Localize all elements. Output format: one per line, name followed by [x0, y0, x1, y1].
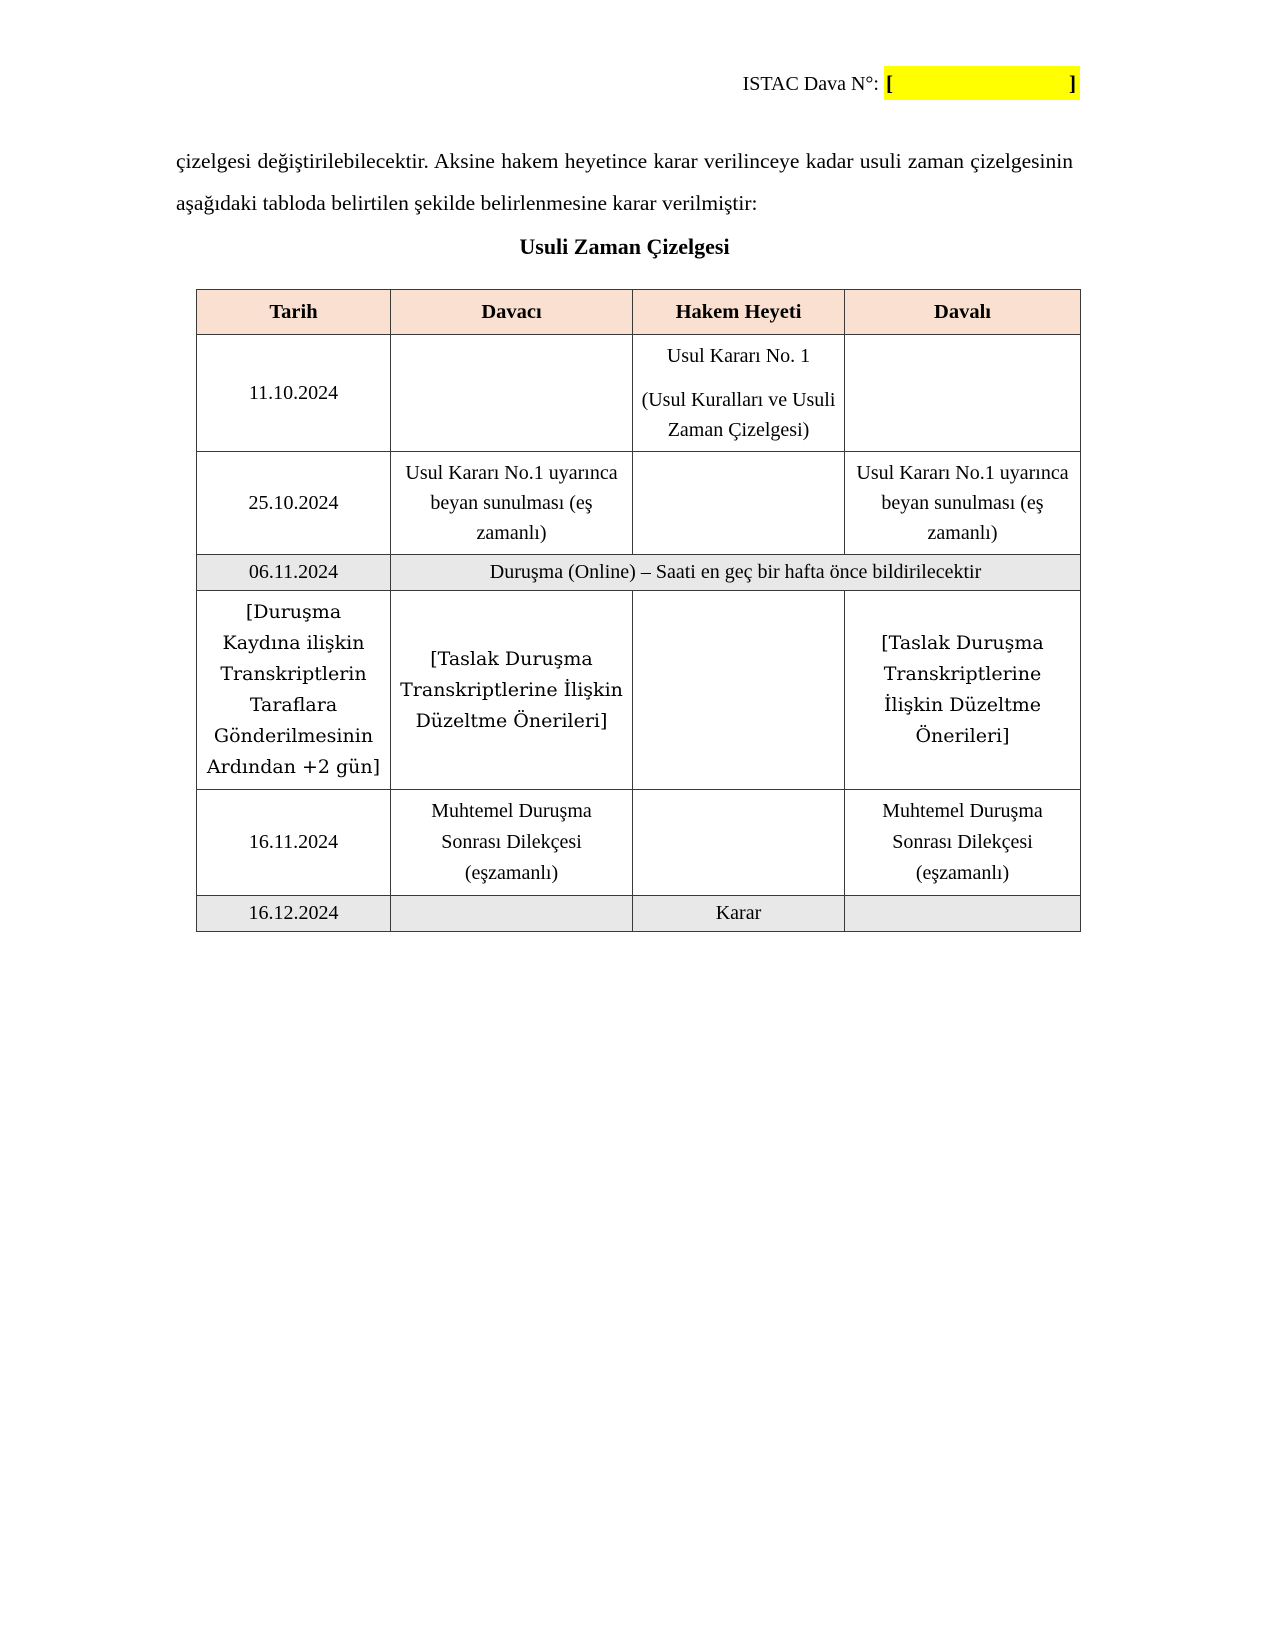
- cell-respondent: [Taslak Duruşma Transkriptlerine İlişkin Düzeltme Önerileri]: [845, 591, 1081, 790]
- cell-date: 25.10.2024: [197, 452, 391, 555]
- table-row: [197, 555, 1081, 591]
- cell-tribunal: [633, 452, 845, 555]
- cell-tribunal: [633, 335, 845, 452]
- cell-tribunal: [633, 591, 845, 790]
- tribunal-decision-title: Usul Kararı No. 1: [666, 345, 811, 367]
- cell-date: 11.10.2024: [197, 335, 391, 452]
- cell-date: [Duruşma Kaydına ilişkin Transkriptlerin Taraflara Gönderilmesinin Ardından +2 gün]: [197, 591, 391, 790]
- column-header-date: Tarih: [197, 290, 391, 335]
- bracket-close: ]: [1069, 71, 1076, 95]
- body-paragraph: çizelgesi değiştirilebilecektir. Aksine hakem heyetince karar verilinceye kadar usuli zaman çizelgesinin aşağıdaki tabloda belirtilen şekilde belirlenmesine karar verilmiştir:: [176, 149, 1073, 215]
- tribunal-decision-subtitle: (Usul Kuralları ve Usuli Zaman Çizelgesi): [641, 389, 836, 441]
- cell-date: 06.11.2024: [197, 555, 391, 591]
- cell-respondent: [845, 335, 1081, 452]
- table-row: [197, 591, 1081, 790]
- document-header: [176, 66, 1080, 100]
- cell-respondent: Muhtemel Duruşma Sonrası Dilekçesi (eşzamanlı): [845, 790, 1081, 896]
- bracket-open: [: [886, 71, 893, 95]
- case-number-label: ISTAC Dava N°:: [742, 73, 879, 95]
- cell-claimant: Muhtemel Duruşma Sonrası Dilekçesi (eşzamanlı): [391, 790, 633, 896]
- table-row: [197, 335, 1081, 452]
- cell-claimant: Usul Kararı No.1 uyarınca beyan sunulması (eş zamanlı): [391, 452, 633, 555]
- column-header-claimant: Davacı: [391, 290, 633, 335]
- cell-claimant: [391, 335, 633, 452]
- cell-claimant: [391, 896, 633, 932]
- column-header-tribunal: Hakem Heyeti: [633, 290, 845, 335]
- cell-tribunal: Karar: [633, 896, 845, 932]
- cell-claimant: [Taslak Duruşma Transkriptlerine İlişkin Düzeltme Önerileri]: [391, 591, 633, 790]
- cell-hearing-merged: Duruşma (Online) – Saati en geç bir hafta önce bildirilecektir: [391, 555, 1081, 591]
- cell-tribunal: [633, 790, 845, 896]
- cell-respondent: [845, 896, 1081, 932]
- procedural-timetable: [196, 289, 1081, 932]
- table-row: [197, 790, 1081, 896]
- cell-date: 16.11.2024: [197, 790, 391, 896]
- case-number-field[interactable]: [884, 66, 1080, 100]
- table-row: [197, 896, 1081, 932]
- table-header-row: [197, 290, 1081, 335]
- cell-respondent: Usul Kararı No.1 uyarınca beyan sunulması (eş zamanlı): [845, 452, 1081, 555]
- cell-date: 16.12.2024: [197, 896, 391, 932]
- column-header-respondent: Davalı: [845, 290, 1081, 335]
- table-row: [197, 452, 1081, 555]
- table-title: Usuli Zaman Çizelgesi: [519, 234, 730, 259]
